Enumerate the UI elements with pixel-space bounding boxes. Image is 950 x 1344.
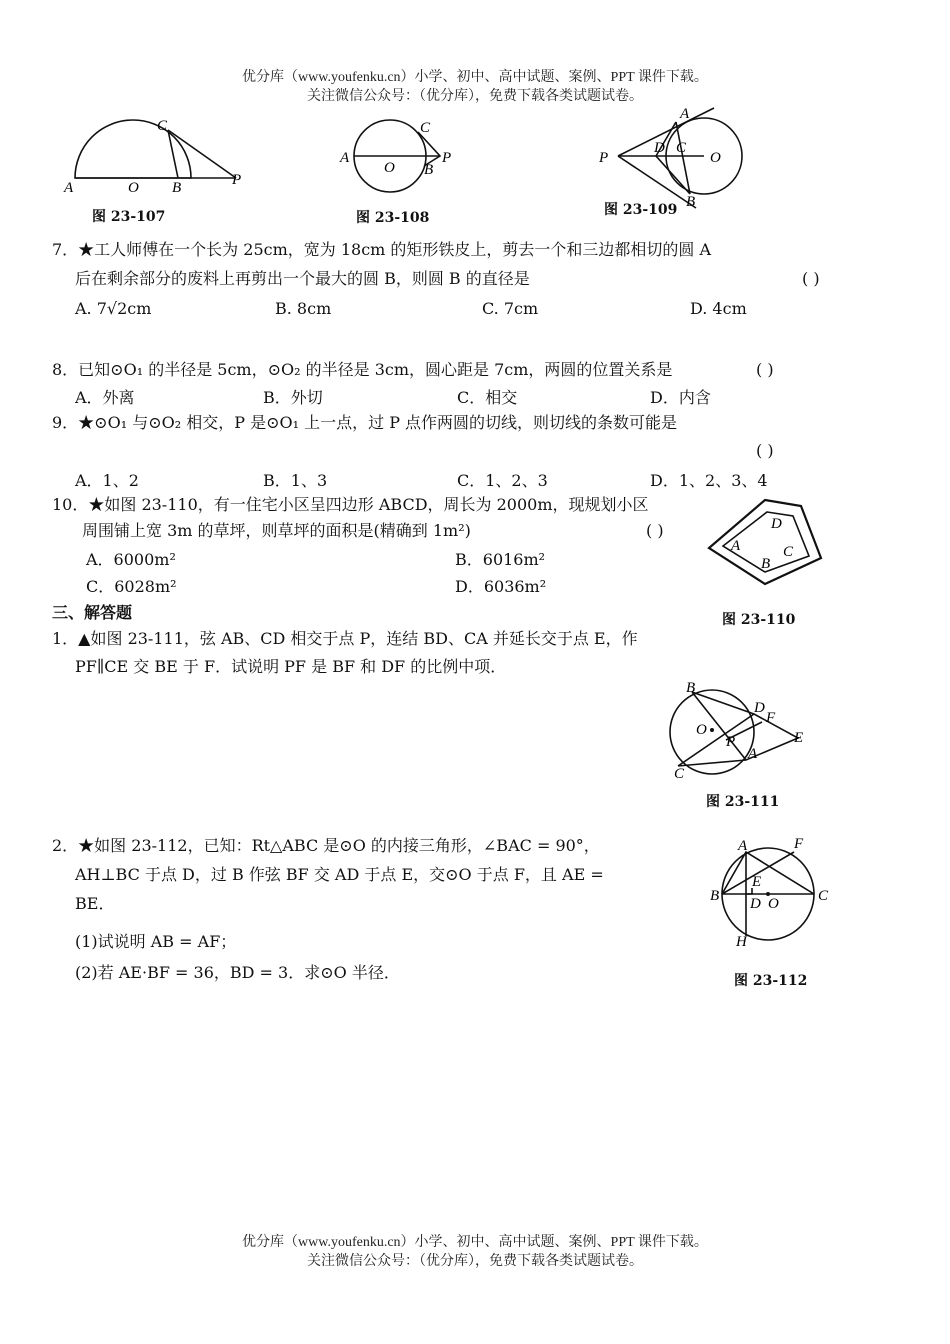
label-d: D [754,700,765,716]
label-b: B [686,194,696,210]
label-e: E [794,730,804,746]
figure-23-107-caption: 图 23-107 [92,209,166,225]
label-h: H [736,934,747,950]
label-c: C [420,120,431,136]
q10-option-c: C．6028m² [86,577,177,596]
label-c: C [674,766,685,782]
q7-answer-paren: ( ) [802,269,820,288]
label-o: O [710,150,721,166]
label-o: O [384,160,395,176]
footer-line-1: 优分库（www.youfenku.cn）小学、初中、高中试题、案例、PPT 课件下载。 [242,1235,708,1250]
q8-answer-paren: ( ) [756,360,774,379]
figure-23-107 [60,110,260,200]
figure-23-109 [596,104,756,214]
q8-option-b: B．外切 [263,388,323,407]
q9-option-c: C．1、2、3 [457,471,548,490]
q8-line-1: 8．已知⊙O₁ 的半径是 5cm，⊙O₂ 的半径是 3cm，圆心距是 7cm，两圆的位置关系是 [52,360,673,379]
label-a: A [748,746,758,762]
figure-23-109-caption: 图 23-109 [604,202,678,218]
q9-answer-paren: ( ) [756,441,774,460]
label-a: A [340,150,350,166]
label-c: C [157,118,168,134]
footer-line-2: 关注微信公众号：（优分库），免费下载各类试题试卷。 [307,1254,643,1269]
label-d: D [654,140,665,156]
q10-option-a: A．6000m² [86,550,176,569]
label-e: E [752,874,762,890]
label-a: A [680,106,690,122]
label-o: O [128,180,139,196]
section-3-title: 三、解答题 [52,603,133,622]
q9-option-d: D．1、2、3、4 [650,471,768,490]
label-f: F [766,710,776,726]
q10-line-2: 周围铺上宽 3m 的草坪，则草坪的面积是(精确到 1m²) [82,521,471,540]
q10-option-b: B．6016m² [455,550,546,569]
q7-line-1: 7．★工人师傅在一个长为 25cm，宽为 18cm 的矩形铁皮上，剪去一个和三边都相切的圆 A [52,240,712,259]
q9-option-a: A．1、2 [75,471,139,490]
q10-line-1: 10．★如图 23-110，有一住宅小区呈四边形 ABCD，周长为 2000m，现规划小区 [52,495,649,514]
header-line-1: 优分库（www.youfenku.cn）小学、初中、高中试题、案例、PPT 课件下载。 [242,70,708,85]
label-b: B [686,680,696,696]
figure-23-112 [710,838,840,948]
header-line-2: 关注微信公众号：（优分库），免费下载各类试题试卷。 [307,89,643,104]
figure-23-110-caption: 图 23-110 [722,612,796,628]
p2-line-3: BE． [75,894,115,913]
label-p: P [599,150,609,166]
q9-line-1: 9．★⊙O₁ 与⊙O₂ 相交，P 是⊙O₁ 上一点，过 P 点作两圆的切线，则切线的条数可能是 [52,413,678,432]
label-a: A [738,838,748,854]
figure-23-111 [670,682,810,782]
p2-sub-2: (2)若 AE·BF = 36，BD = 3．求⊙O 半径． [75,963,400,982]
label-p: P [726,734,736,750]
label-p: P [442,150,452,166]
q10-option-d: D．6036m² [455,577,547,596]
p2-line-1: 2．★如图 23-112，已知：Rt△ABC 是⊙O 的内接三角形，∠BAC = 90°， [52,836,600,855]
label-f: F [794,836,804,852]
q7-option-a: A. 7√2cm [75,299,152,318]
label-o: O [696,722,707,738]
label-b: B [172,180,182,196]
p1-line-2: PF∥CE 交 BE 于 F．试说明 PF 是 BF 和 DF 的比例中项． [75,657,507,676]
q7-option-b: B. 8cm [275,299,332,318]
q7-option-d: D. 4cm [690,299,747,318]
label-b: B [761,556,771,572]
q7-line-2: 后在剩余部分的废料上再剪出一个最大的圆 B，则圆 B 的直径是 [75,269,530,288]
label-b: B [424,162,434,178]
label-a: A [731,538,741,554]
label-o: O [768,896,779,912]
label-d: D [771,516,782,532]
figure-23-112-caption: 图 23-112 [734,973,808,989]
figure-23-108 [340,110,470,200]
label-p: P [232,172,242,188]
q8-option-a: A．外离 [75,388,135,407]
label-b: B [710,888,720,904]
q8-option-c: C．相交 [457,388,518,407]
q9-option-b: B．1、3 [263,471,328,490]
p2-sub-1: (1)试说明 AB = AF； [75,932,237,951]
q8-option-d: D．内含 [650,388,711,407]
p2-line-2: AH⊥BC 于点 D，过 B 作弦 BF 交 AD 于点 E，交⊙O 于点 F，且 AE = [75,865,604,884]
label-c: C [818,888,829,904]
figure-23-111-caption: 图 23-111 [706,794,780,810]
label-d: D [750,896,761,912]
q7-option-c: C. 7cm [482,299,539,318]
figure-23-108-caption: 图 23-108 [356,210,430,226]
label-a: A [64,180,74,196]
q10-answer-paren: ( ) [646,521,664,540]
p1-line-1: 1．▲如图 23-111，弦 AB、CD 相交于点 P，连结 BD、CA 并延长交于点 E，作 [52,629,638,648]
label-c: C [783,544,794,560]
label-c: C [676,140,687,156]
figure-23-110 [705,492,825,592]
